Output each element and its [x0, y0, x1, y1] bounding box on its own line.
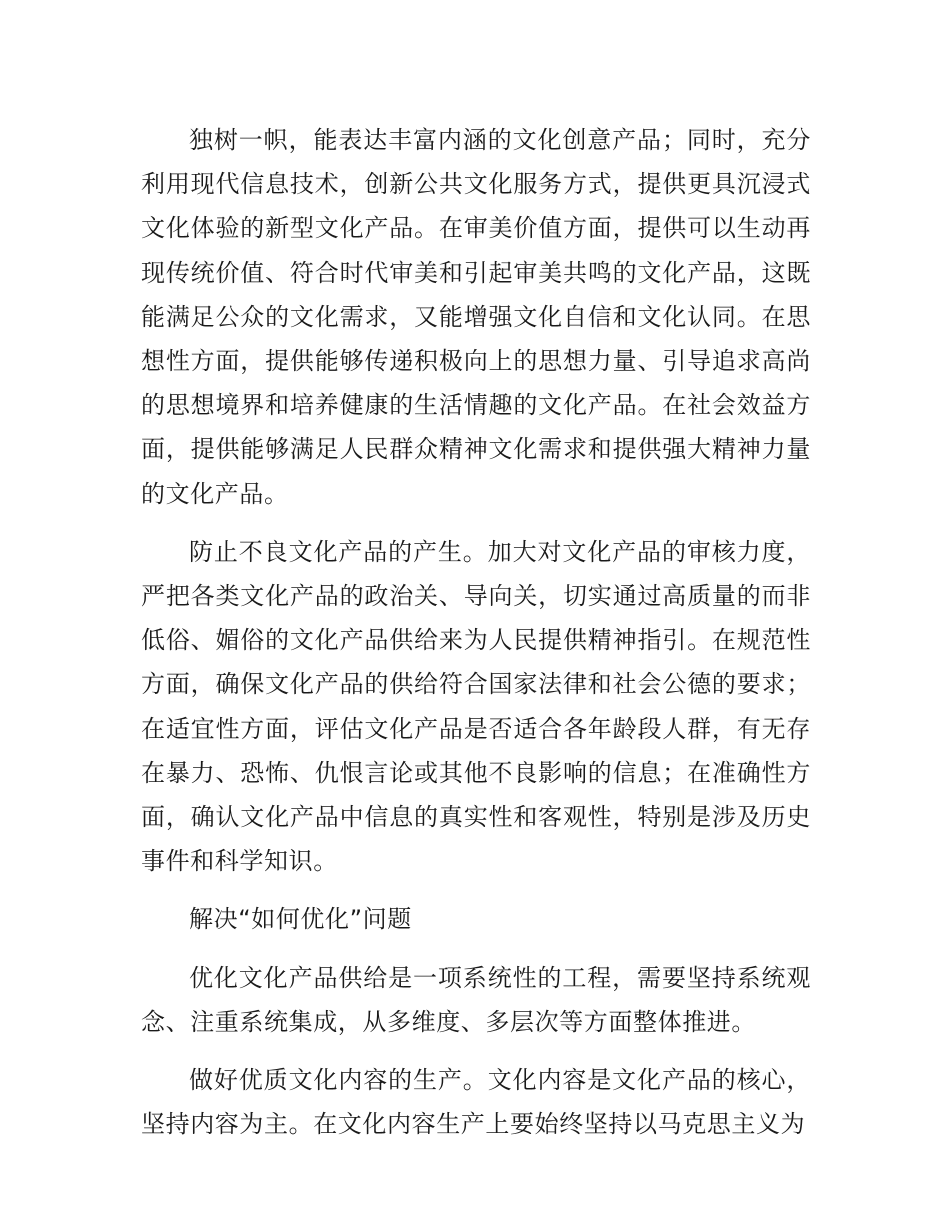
- paragraph-systematic-project: 优化文化产品供给是一项系统性的工程，需要坚持系统观念、注重系统集成，从多维度、多层次等方面整体推进。: [141, 963, 811, 1036]
- paragraph-value-aspects: 独树一帜，能表达丰富内涵的文化创意产品；同时，充分利用现代信息技术，创新公共文化服务方式，提供更具沉浸式文化体验的新型文化产品。在审美价值方面，提供可以生动再现传统价值、符合时代审美和引起审美共鸣的文化产品，这既能满足公众的文化需求，又能增强文化自信和文化认同。在思想性方面，提供能够传递积极向上的思想力量、引导追求高尚的思想境界和培养健康的生活情趣的文化产品。在社会效益方面，提供能够满足人民群众精神文化需求和提供强大精神力量的文化产品。: [141, 126, 811, 508]
- paragraph-quality-content: 做好优质文化内容的生产。文化内容是文化产品的核心，坚持内容为主。在文化内容生产上要始终坚持以马克思主义为: [141, 1066, 811, 1139]
- section-heading-how-to-optimize: 解决“如何优化”问题: [189, 905, 412, 934]
- document-body: [141, 118, 811, 1160]
- paragraph-prevent-bad-products: 防止不良文化产品的产生。加大对文化产品的审核力度，严把各类文化产品的政治关、导向关，切实通过高质量的而非低俗、媚俗的文化产品供给来为人民提供精神指引。在规范性方面，确保文化产品的供给符合国家法律和社会公德的要求；在适宜性方面，评估文化产品是否适合各年龄段人群，有无存在暴力、恐怖、仇恨言论或其他不良影响的信息；在准确性方面，确认文化产品中信息的真实性和客观性，特别是涉及历史事件和科学知识。: [141, 537, 811, 876]
